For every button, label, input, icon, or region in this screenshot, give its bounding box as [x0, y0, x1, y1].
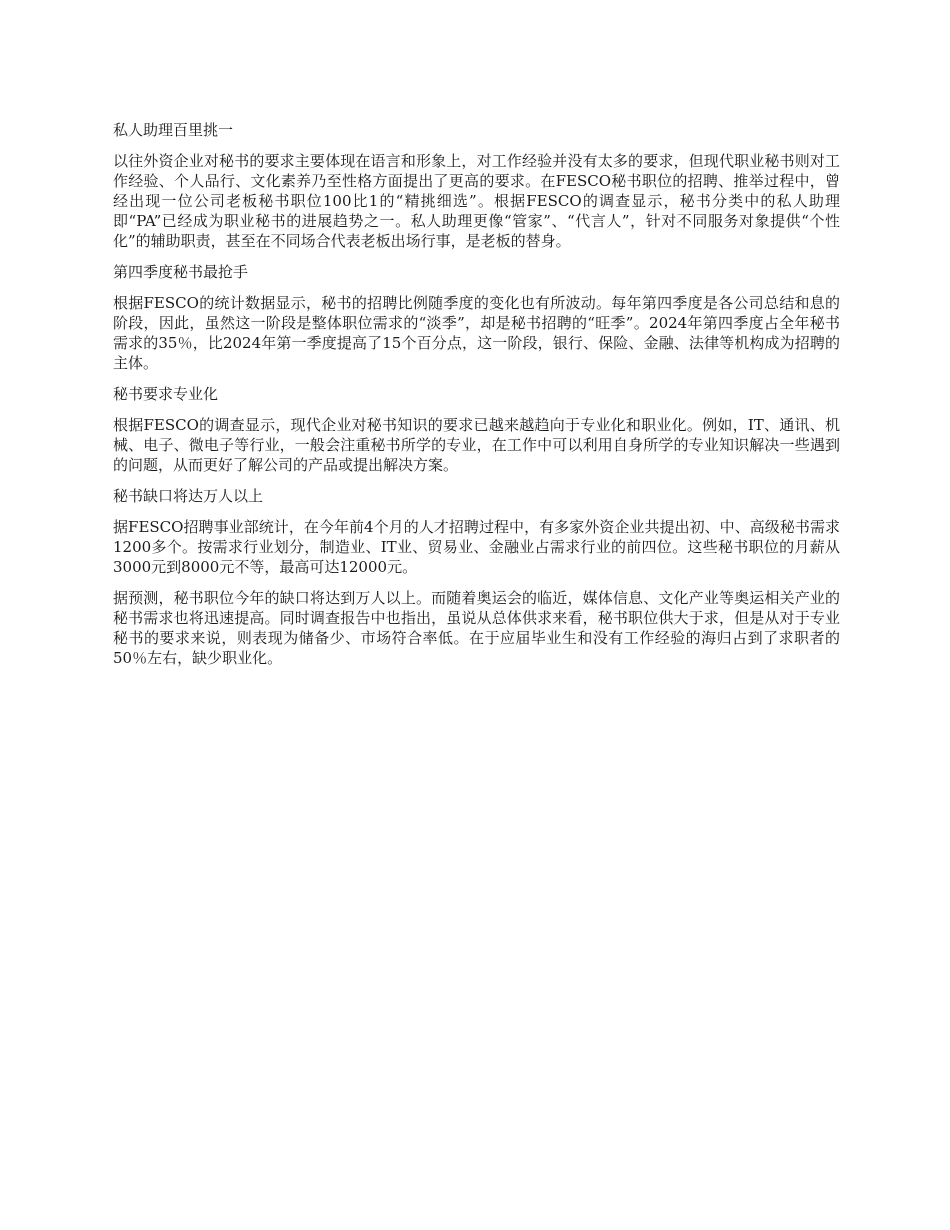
paragraph: 根据FESCO的调查显示，现代企业对秘书知识的要求已越来越趋向于专业化和职业化。例如，IT、通讯、机械、电子、微电子等行业，一般会注重秘书所学的专业，在工作中可以利用自身所学的专业知识解决一些遇到的问题，从而更好了解公司的产品或提出解决方案。	[113, 416, 840, 474]
document-body	[113, 120, 840, 679]
section-specialization	[113, 384, 840, 475]
section-personal-assistant	[113, 120, 840, 251]
section-heading: 第四季度秘书最抢手	[113, 263, 249, 281]
section-shortage	[113, 486, 840, 668]
paragraph: 根据FESCO的统计数据显示，秘书的招聘比例随季度的变化也有所波动。每年第四季度是各公司总结和息的阶段，因此，虽然这一阶段是整体职位需求的“淡季”，却是秘书招聘的“旺季”。2024年第四季度占全年秘书需求的35％，比2024年第一季度提高了15个百分点，这一阶段，银行、保险、金融、法律等机构成为招聘的主体。	[113, 294, 840, 372]
paragraph: 据FESCO招聘事业部统计，在今年前4个月的人才招聘过程中，有多家外资企业共提出初、中、高级秘书需求1200多个。按需求行业划分，制造业、IT业、贸易业、金融业占需求行业的前四位。这些秘书职位的月薪从3000元到8000元不等，最高可达12000元。	[113, 518, 840, 576]
section-heading: 私人助理百里挑一	[113, 121, 234, 139]
section-heading: 秘书要求专业化	[113, 385, 219, 403]
paragraph: 以往外资企业对秘书的要求主要体现在语言和形象上，对工作经验并没有太多的要求，但现代职业秘书则对工作经验、个人品行、文化素养乃至性格方面提出了更高的要求。在FESCO秘书职位的招聘、推举过程中，曾经出现一位公司老板秘书职位100比1的“精挑细选”。根据FESCO的调查显示，秘书分类中的私人助理即“PA”已经成为职业秘书的进展趋势之一。私人助理更像“管家”、“代言人”，针对不同服务对象提供“个性化”的辅助职责，甚至在不同场合代表老板出场行事，是老板的替身。	[113, 152, 840, 250]
paragraph: 据预测，秘书职位今年的缺口将达到万人以上。而随着奥运会的临近，媒体信息、文化产业等奥运相关产业的秘书需求也将迅速提高。同时调查报告中也指出，虽说从总体供求来看，秘书职位供大于求，但是从对于专业秘书的要求来说，则表现为储备少、市场符合率低。在于应届毕业生和没有工作经验的海归占到了求职者的50％左右，缺少职业化。	[113, 589, 840, 667]
section-fourth-quarter	[113, 262, 840, 373]
section-heading: 秘书缺口将达万人以上	[113, 487, 264, 505]
